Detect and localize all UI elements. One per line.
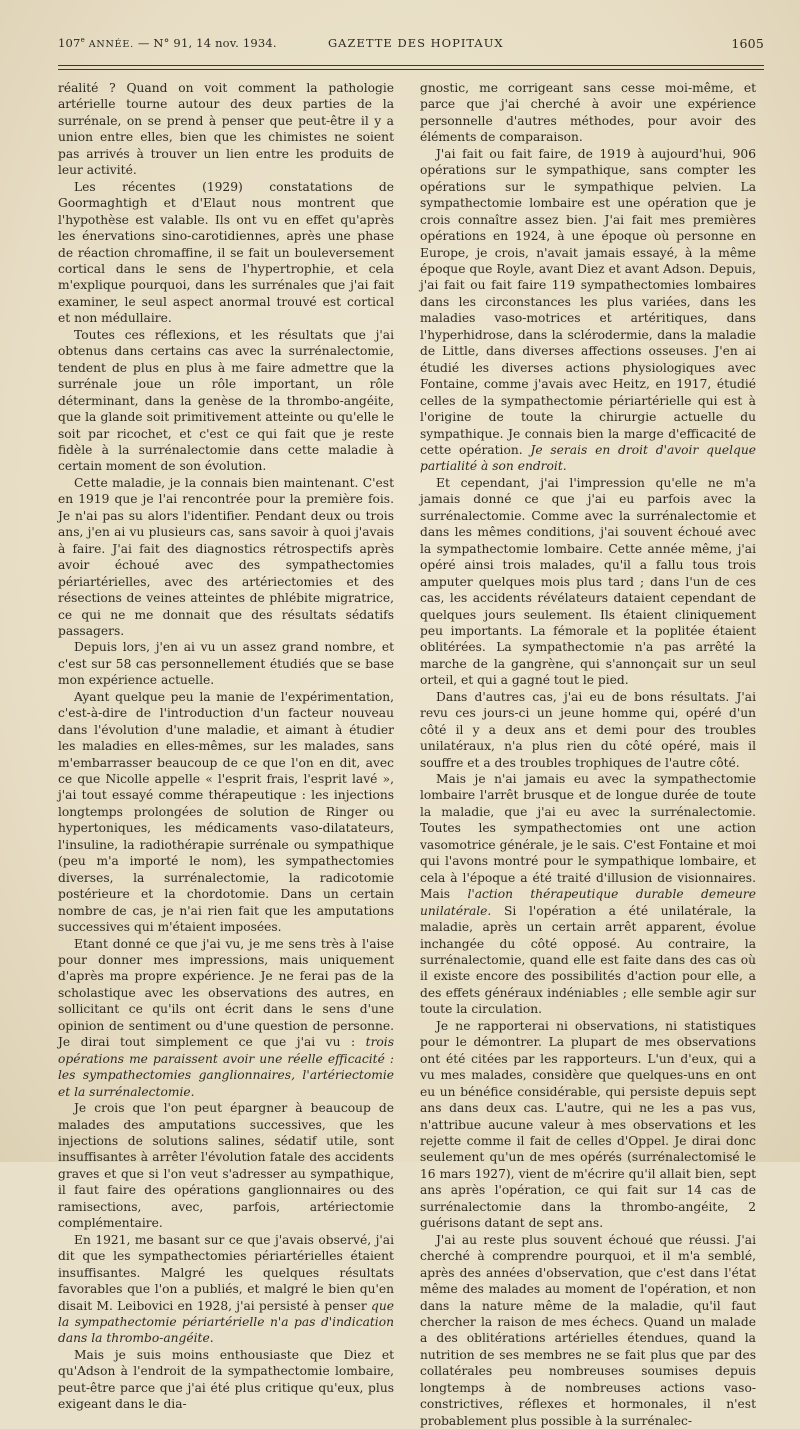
- emphasized-text: trois opérations me paraissent avoir une réelle efficacité : les sympathectomies ganglionnaires, l'artériectomie et la surrénalectomie.: [58, 1035, 394, 1099]
- paragraph-text: Les récentes (1929) constatations de Goormaghtigh et d'Elaut nous montrent que l'hypothèse est valable. Ils ont vu en effet qu'après les énervations sino-carotidiennes, après une phase de réaction chromaffine, il se fait un bouleversement cortical dans le sens de l'hypertrophie, et cela m'explique pourquoi, dans les surrénales que j'ai fait examiner, le seul aspect anormal trouvé est cortical et non médullaire.: [58, 179, 394, 326]
- emphasized-text: l'action thérapeutique durable demeure unilatérale.: [420, 887, 756, 918]
- paragraph: [58, 179, 394, 327]
- paragraph: [420, 146, 756, 475]
- paragraph: [420, 771, 756, 1018]
- paragraph: [420, 475, 756, 689]
- paragraph: [420, 1018, 756, 1232]
- paragraph-text: Etant donné ce que j'ai vu, je me sens très à l'aise pour donner mes impressions, mais uniquement d'après ma propre expérience. Je ne ferai pas de la scholastique avec les observations des autres, en sollicitant ce qu'ils ont écrit dans le sens d'une opinion de sentiment ou d'une question de personne. Je dirai tout simplement ce que j'ai vu :: [58, 936, 394, 1050]
- paragraph-text: Et cependant, j'ai l'impression qu'elle ne m'a jamais donné ce que j'ai eu parfois avec la surrénalectomie. Comme avec la surrénalectomie et dans les mêmes conditions, j'ai souvent échoué avec la sympathectomie lombaire. Cette année même, j'ai opéré ainsi trois malades, qu'il a fallu tous trois amputer quelques mois plus tard ; dans l'un de ces cas, les accidents révélateurs dataient cependant de quelques jours seulement. Ils étaient cliniquement peu importants. La fémorale et la poplitée étaient oblitérées. La sympathectomie n'a pas arrêté la marche de la gangrène, qui s'annonçait sur un seul orteil, et qui a gagné tout le pied.: [420, 475, 756, 688]
- paragraph-text: Depuis lors, j'en ai vu un assez grand nombre, et c'est sur 58 cas personnellement étudiés que se base mon expérience actuelle.: [58, 640, 394, 688]
- paragraph: [420, 80, 756, 146]
- paragraph: [58, 475, 394, 640]
- paragraph-text: gnostic, me corrigeant sans cesse moi-même, et parce que j'ai cherché à avoir une expérience personnelle d'autres méthodes, pour avoir des éléments de comparaison.: [420, 81, 756, 145]
- paragraph: [58, 1100, 394, 1232]
- volume-number: 107: [58, 36, 81, 50]
- paragraph: [58, 936, 394, 1101]
- emphasized-text: que la sympathectomie périartérielle n'a pas d'indication dans la thrombo-angéite.: [58, 1298, 394, 1346]
- paragraph: [58, 80, 394, 179]
- right-column: [420, 80, 756, 1429]
- paragraph: [58, 1232, 394, 1347]
- paragraph-text: réalité ? Quand on voit comment la pathologie artérielle tourne autour des deux parties de la surrénale, on se prend à penser que peut-être il y a union entre elles, bien que les chimistes ne soient pas arrivés à trouver un lien entre les produits de leur activité.: [58, 81, 394, 178]
- paragraph-text: Je crois que l'on peut épargner à beaucoup de malades des amputations successives, que les injections de solutions salines, sédatif utile, sont insuffisantes à arrêter l'évolution fatale des accidents graves et que si l'on veut s'adresser au sympathique, il faut faire des opérations ganglionnaires ou des ramisections, avec, parfois, artériectomie complémentaire.: [58, 1101, 394, 1231]
- paragraph: [58, 327, 394, 475]
- paragraph-text: Mais je suis moins enthousiaste que Diez et qu'Adson à l'endroit de la sympathectomie lombaire, peut-être parce que j'ai été plus critique qu'eux, plus exigeant dans le dia-: [58, 1347, 394, 1412]
- header-rule-top: [58, 65, 764, 66]
- paragraph: [420, 1232, 756, 1429]
- paragraph-text: J'ai au reste plus souvent échoué que réussi. J'ai cherché à comprendre pourquoi, et il m'a semblé, après des années d'observation, que c'est dans l'état même des malades au moment de l'opération, et non dans la nature même de la maladie, qu'il faut chercher la raison de mes échecs. Quand un malade a des oblitérations artérielles étendues, quand la nutrition de ses membres ne se fait plus que par des collatérales peu nombreuses soumises depuis longtemps à de nombreuses actions vaso-constrictives, réflexes et hormonales, il n'est probablement plus possible à la surrénalec-: [420, 1232, 756, 1428]
- paragraph: [58, 689, 394, 936]
- paragraph-text: Cette maladie, je la connais bien maintenant. C'est en 1919 que je l'ai rencontrée pour la première fois. Je n'ai pas su alors l'identifier. Pendant deux ou trois ans, j'en ai vu plusieurs cas, sans savoir à quoi j'avais à faire. J'ai fait des diagnostics rétrospectifs après avoir échoué avec des sympathectomies périartérielles, avec des artériectomies et des résections de veines atteintes de phlébite migratrice, ce qui ne me donnait que des résultats sédatifs passagers.: [58, 475, 394, 638]
- header-rule-bottom: [58, 69, 764, 70]
- paragraph-text: Ayant quelque peu la manie de l'expérimentation, c'est-à-dire de l'introduction d'un facteur nouveau dans l'évolution d'une maladie, et aimant à étudier les maladies en elles-mêmes, sur les malades, sans m'embarrasser beaucoup de ce que l'on en dit, avec ce que Nicolle appelle « l'esprit frais, l'esprit lavé », j'ai tout essayé comme thérapeutique : les injections longtemps prolongées de solution de Ringer ou hypertoniques, les médicaments vaso-dilatateurs, l'insuline, la radiothérapie surrénale ou sympathique (peu m'a importé le nom), les sympathectomies diverses, la surrénalectomie, la radicotomie postérieure et la chordotomie. Dans un certain nombre de cas, je n'ai rien fait que les amputations successives qui m'étaient imposées.: [58, 689, 394, 935]
- paragraph: [58, 639, 394, 688]
- paragraph-text: J'ai fait ou fait faire, de 1919 à aujourd'hui, 906 opérations sur le sympathique, sans compter les opérations sur le sympathique pelvien. La sympathectomie lombaire est une opération que je crois connaître assez bien. J'ai fait mes premières opérations en 1924, à une époque où personne en Europe, je crois, n'avait jamais essayé, à la même époque que Royle, avant Diez et avant Adson. Depuis, j'ai fait ou fait faire 119 sympathectomies lombaires dans les circonstances les plus variées, dans les maladies vaso-motrices et artéritiques, dans l'hyperhidrose, dans la sclérodermie, dans la maladie de Little, dans diverses affections osseuses. J'en ai étudié les diverses actions physiologiques avec Fontaine, comme j'avais avec Heitz, en 1917, étudié celles de la sympathectomie périartérielle qui est à l'origine de toute la chirurgie actuelle du sympathique. Je connais bien la marge d'efficacité de cette opération.: [420, 146, 756, 457]
- paragraph: [420, 689, 756, 771]
- paragraph-text: Toutes ces réflexions, et les résultats que j'ai obtenus dans certains cas avec la surrénalectomie, tendent de plus en plus à me faire admettre que la surrénale joue un rôle important, un rôle déterminant, dans la genèse de la thrombo-angéite, que la glande soit primitivement atteinte ou qu'elle le soit par ricochet, et c'est ce qui fait que je reste fidèle à la surrénalectomie dans cette maladie à certain moment de son évolution.: [58, 327, 394, 474]
- paragraph-text-tail: Si l'opération a été unilatérale, la maladie, après un certain arrêt apparent, évolue inchangée du côté opposé. Au contraire, la surrénalectomie, quand elle est faite dans des cas où il existe encore des possibilités d'action pour elle, a des effets généraux indéniables ; elle semble agir sur toute la circulation.: [420, 903, 756, 1017]
- paragraph-text: Mais je n'ai jamais eu avec la sympathectomie lombaire l'arrêt brusque et de longue durée de toute la maladie, que j'ai eu avec la surrénalectomie. Toutes les sympathectomies ont une action vasomotrice générale, je le sais. C'est Fontaine et moi qui l'avons montré pour le sympathique lombaire, et cela à l'époque a été traité d'illusion de visionnaires. Mais: [420, 772, 756, 902]
- emphasized-text: Je serais en droit d'avoir quelque partialité à son endroit.: [420, 442, 757, 474]
- issue-date: — N° 91, 14 nov. 1934.: [137, 36, 277, 50]
- paragraph: [58, 1347, 394, 1413]
- paragraph-text: Je ne rapporterai ni observations, ni statistiques pour le démontrer. La plupart de mes observations ont été citées par les rapporteurs. L'un d'eux, qui a vu mes malades, considère que quelques-uns en ont eu un bénéfice considérable, qui persiste depuis sept ans dans deux cas. L'autre, qui ne les a pas vus, n'attribue aucune valeur à mes observations et les rejette comme il fait de celles d'Oppel. Je dirai donc seulement qu'un de mes opérés (surrénalectomisé le 16 mars 1927), vient de m'écrire qu'il allait bien, sept ans après l'opération, ce qui fait sur 14 cas de surrénalectomie dans la thrombo-angéite, 2 guérisons datant de sept ans.: [420, 1018, 756, 1231]
- journal-title: GAZETTE DES HOPITAUX: [328, 36, 504, 50]
- left-column: [58, 80, 394, 1413]
- paragraph-text: Dans d'autres cas, j'ai eu de bons résultats. J'ai revu ces jours-ci un jeune homme qui, opéré d'un côté il y a deux ans et demi pour des troubles unilatéraux, n'a plus rien du côté opéré, mais il souffre et a des troubles trophiques de l'autre côté.: [420, 689, 756, 770]
- page-number: 1605: [731, 36, 764, 51]
- paragraph-text: En 1921, me basant sur ce que j'avais observé, j'ai dit que les sympathectomies périartérielles étaient insuffisantes. Malgré les quelques résultats favorables que l'on a publiés, et malgré le bien qu'en disait M. Leibovici en 1928, j'ai persisté à penser: [58, 1232, 394, 1313]
- volume-suffix: e: [80, 36, 85, 45]
- annee-label: ANNÉE.: [88, 39, 134, 50]
- running-header: [58, 36, 764, 58]
- issue-info: [58, 36, 277, 50]
